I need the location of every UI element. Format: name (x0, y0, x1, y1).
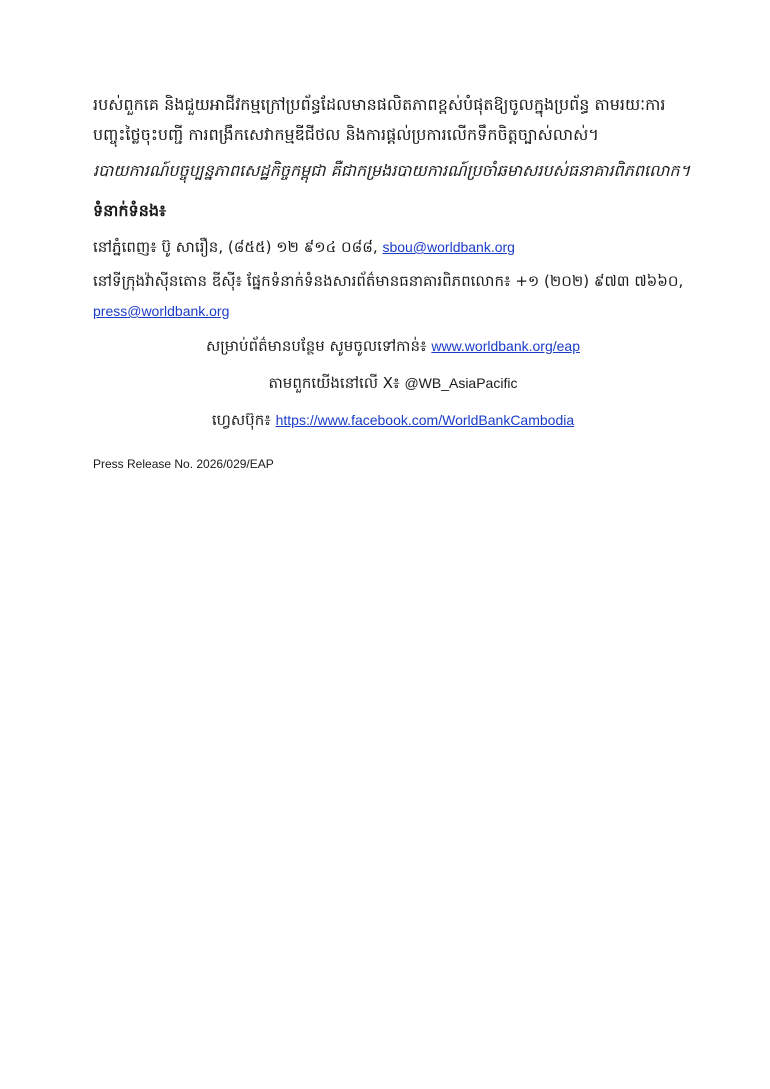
more-info-label: សម្រាប់ព័ត៌មានបន្ថែម សូមចូលទៅកាន់៖ (206, 337, 427, 355)
body-paragraph: របស់ពួកគេ និងជួយអាជីវកម្មក្រៅប្រព័ន្ធដែលមានផលិតភាពខ្ពស់បំផុតឱ្យចូលក្នុងប្រព័ន្ធ តាមរយៈការបញ្ចុះថ្លៃចុះបញ្ជី ការពង្រឹកសេវាកម្មឌីជីថល និងការផ្តល់ប្រការលើកទឹកចិត្តច្បាស់លាស់។ (93, 95, 666, 144)
document-page (93, 90, 693, 472)
facebook-line (93, 408, 693, 432)
contact-phnom-penh (93, 232, 693, 262)
contact-washington (93, 266, 693, 326)
press-release-number: Press Release No. 2026/029/EAP (93, 457, 274, 471)
contacts-heading: ទំនាក់ទំនង៖ (93, 201, 167, 220)
contact-phnom-penh-email-link[interactable]: sbou@worldbank.org (382, 239, 515, 255)
more-info-link[interactable]: www.worldbank.org/eap (431, 338, 580, 354)
contact-washington-text: នៅទីក្រុងវ៉ាស៊ីនតោន ឌីស៊ី៖ ផ្នែកទំនាក់ទំនងសារព័ត៌មានធនាគារពិភពលោក៖ +១ (២០២) ៩៧៣ ៧៦៦០, (93, 272, 684, 290)
follow-x-line (93, 371, 693, 395)
contact-washington-email-link[interactable]: press@worldbank.org (93, 303, 230, 319)
report-note: របាយការណ៍បច្ចុប្បន្នភាពសេដ្ឋកិច្ចកម្ពុជា គឺជាកម្រងរបាយការណ៍ប្រចាំឆមាសរបស់ធនាគារពិភពលោក។ (93, 161, 691, 180)
x-handle: @WB_AsiaPacific (404, 375, 518, 391)
facebook-label: ហ្វេសប៊ុក៖ (211, 411, 271, 429)
follow-x-label: តាមពួកយើងនៅលើ X៖ (268, 374, 400, 392)
more-info-line (93, 334, 693, 358)
contact-phnom-penh-text: នៅភ្នំពេញ៖ ប៊ូ សារឿន, (៨៥៥) ១២ ៩១៤ ០៨៨, (93, 238, 378, 256)
facebook-link[interactable]: https://www.facebook.com/WorldBankCambodia (275, 412, 575, 428)
